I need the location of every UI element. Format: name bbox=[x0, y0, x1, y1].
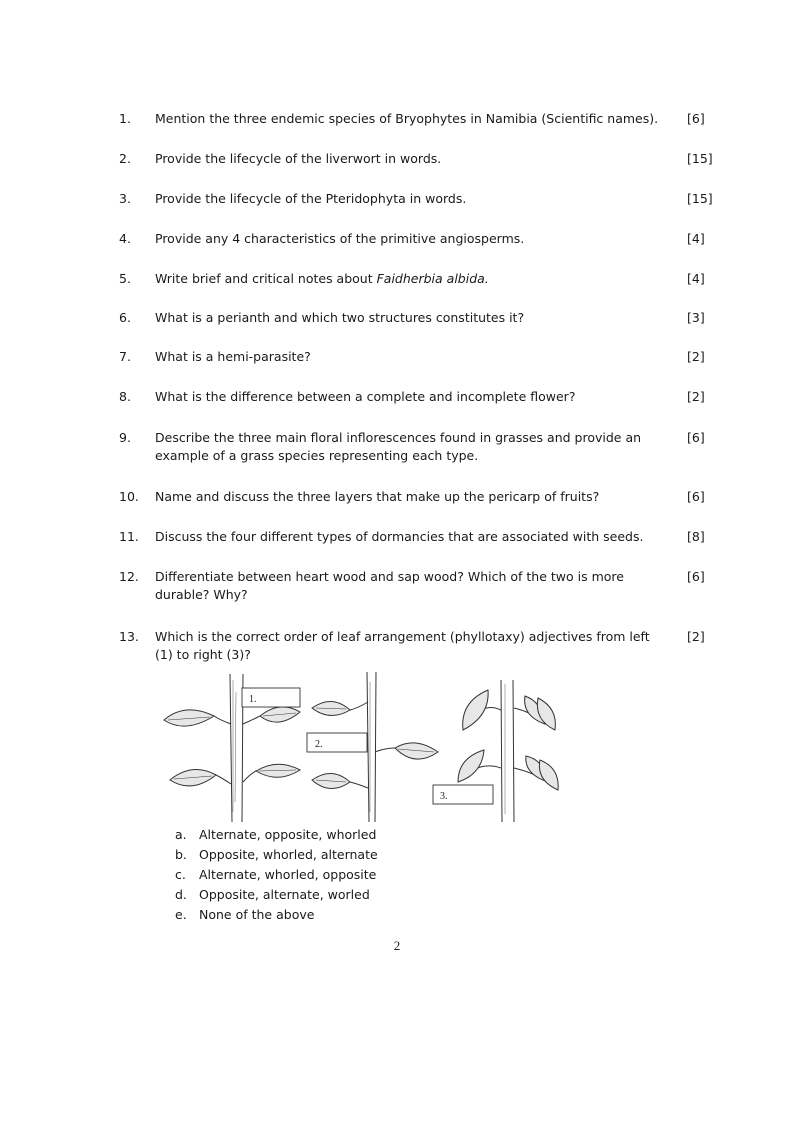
option-letter: c. bbox=[175, 867, 186, 882]
page-number: 2 bbox=[393, 938, 401, 953]
question-marks: [15] bbox=[687, 191, 713, 206]
option-text: Opposite, whorled, alternate bbox=[199, 847, 378, 862]
option-text: Alternate, whorled, opposite bbox=[199, 867, 377, 882]
question-number: 12. bbox=[119, 569, 139, 584]
option-text: Opposite, alternate, worled bbox=[199, 887, 370, 902]
question-number: 8. bbox=[119, 389, 131, 404]
question-number: 1. bbox=[119, 111, 131, 126]
question-number: 3. bbox=[119, 191, 131, 206]
question-number: 4. bbox=[119, 231, 131, 246]
question-marks: [4] bbox=[687, 271, 705, 286]
label-2-text: 2. bbox=[315, 739, 323, 750]
option-letter: b. bbox=[175, 847, 187, 862]
question-number: 11. bbox=[119, 529, 139, 544]
label-1-text: 1. bbox=[249, 694, 257, 705]
question-marks: [6] bbox=[687, 569, 705, 584]
species-name: Faidherbia albida. bbox=[376, 271, 489, 286]
question-marks: [3] bbox=[687, 310, 705, 325]
question-marks: [2] bbox=[687, 349, 705, 364]
question-marks: [6] bbox=[687, 111, 705, 126]
question-text: What is a hemi-parasite? bbox=[155, 349, 311, 364]
option-d bbox=[175, 885, 378, 905]
question-number: 6. bbox=[119, 310, 131, 325]
question-text-plain: Write brief and critical notes about bbox=[155, 271, 377, 286]
question-marks: [6] bbox=[687, 430, 705, 445]
option-letter: d. bbox=[175, 887, 187, 902]
question-number: 13. bbox=[119, 629, 139, 644]
question-text: Provide the lifecycle of the Pteridophyta in words. bbox=[155, 191, 467, 206]
option-letter: e. bbox=[175, 907, 187, 922]
option-letter: a. bbox=[175, 827, 187, 842]
label-3-text: 3. bbox=[440, 791, 448, 802]
question-text: Describe the three main floral inflorescences found in grasses and provide an example of a grass species representing each type. bbox=[155, 430, 642, 463]
option-text: None of the above bbox=[199, 907, 315, 922]
question-number: 7. bbox=[119, 349, 131, 364]
question-text: What is the difference between a complete and incomplete flower? bbox=[155, 389, 576, 404]
phyllotaxy-figure bbox=[160, 672, 580, 827]
question-text: Discuss the four different types of dormancies that are associated with seeds. bbox=[155, 529, 644, 544]
question-number: 10. bbox=[119, 489, 139, 504]
question-marks: [15] bbox=[687, 151, 713, 166]
question-text: Which is the correct order of leaf arrangement (phyllotaxy) adjectives from left (1) to right (3)? bbox=[155, 629, 650, 662]
question-marks: [4] bbox=[687, 231, 705, 246]
question-text: Provide the lifecycle of the liverwort in words. bbox=[155, 151, 442, 166]
option-e bbox=[175, 905, 378, 925]
option-b bbox=[175, 845, 378, 865]
question-marks: [6] bbox=[687, 489, 705, 504]
question-text: Name and discuss the three layers that make up the pericarp of fruits? bbox=[155, 489, 600, 504]
question-number: 5. bbox=[119, 271, 131, 286]
question-text bbox=[155, 270, 665, 288]
question-text: What is a perianth and which two structures constitutes it? bbox=[155, 310, 525, 325]
question-number: 9. bbox=[119, 430, 131, 445]
answer-options bbox=[175, 825, 378, 925]
question-marks: [2] bbox=[687, 629, 705, 644]
question-text: Differentiate between heart wood and sap wood? Which of the two is more durable? Why? bbox=[155, 569, 624, 602]
question-number: 2. bbox=[119, 151, 131, 166]
question-marks: [8] bbox=[687, 529, 705, 544]
question-text: Mention the three endemic species of Bryophytes in Namibia (Scientific names). bbox=[155, 111, 659, 126]
question-text: Provide any 4 characteristics of the primitive angiosperms. bbox=[155, 231, 525, 246]
option-a bbox=[175, 825, 378, 845]
option-c bbox=[175, 865, 378, 885]
question-marks: [2] bbox=[687, 389, 705, 404]
option-text: Alternate, opposite, whorled bbox=[199, 827, 377, 842]
